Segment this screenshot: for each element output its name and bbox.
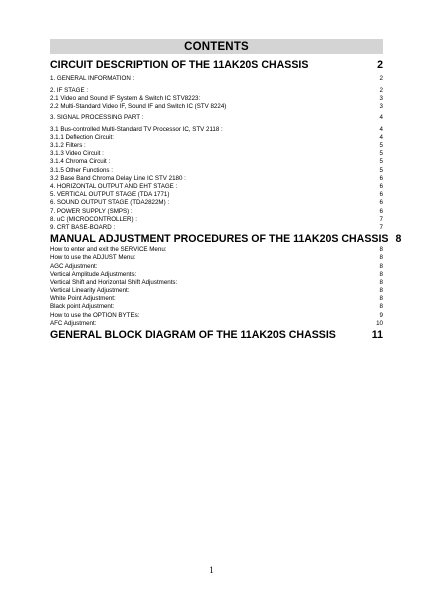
- toc-entry-title: MANUAL ADJUSTMENT PROCEDURES OF THE 11AK20S CHASSIS: [50, 233, 389, 246]
- toc-entry: [50, 303, 383, 311]
- toc-entry-title: 6. SOUND OUTPUT STAGE (TDA2822M) :: [50, 199, 170, 207]
- toc-entry-page: 2: [377, 59, 383, 71]
- toc-entry: [50, 295, 383, 303]
- toc-section-entry: [50, 232, 402, 246]
- toc-entry-page: 5: [379, 142, 383, 150]
- toc-entry-page: 9: [379, 311, 383, 319]
- toc-entry-title: CIRCUIT DESCRIPTION OF THE 11AK20S CHASSIS: [50, 59, 309, 71]
- toc-entry-title: How to use the OPTION BYTEs:: [50, 311, 140, 319]
- toc-entry-title: 3.1 Bus-controlled Multi-Standard TV Processor IC, STV 2118 :: [50, 125, 223, 133]
- toc-entry-page: 8: [379, 287, 383, 295]
- toc-entry: [50, 246, 383, 254]
- toc-entry-title: GENERAL BLOCK DIAGRAM OF THE 11AK20S CHASSIS: [50, 329, 336, 341]
- toc-entry-title: 3.1.5 Other Functions :: [50, 166, 113, 174]
- toc-entry-title: 2.1 Video and Sound IF System & Switch IC STV8223:: [50, 94, 201, 102]
- toc-entry-page: 11: [371, 329, 383, 341]
- toc-entry: [50, 199, 383, 207]
- toc-entry-page: 8: [379, 254, 383, 262]
- toc-entry-title: 4. HORIZONTAL OUTPUT AND EHT STAGE :: [50, 183, 178, 190]
- toc-entry-page: 6: [379, 199, 383, 207]
- toc-entry-title: 9. CRT BASE-BOARD :: [50, 223, 116, 231]
- toc-entry-page: 4: [379, 133, 383, 141]
- toc-entry-title: AFC Adjustment:: [50, 319, 97, 327]
- toc-entry: [50, 75, 383, 83]
- toc-entry-page: 8: [379, 262, 383, 270]
- toc-entry-title: 3.1.2 Filters :: [50, 142, 86, 150]
- toc-entry-page: 5: [379, 166, 383, 174]
- toc-entry-title: 3.2 Base Band Chroma Delay Line IC STV 2180 :: [50, 174, 186, 182]
- toc-entry-title: Black point Adjustment:: [50, 303, 115, 311]
- toc-entry: [50, 320, 383, 328]
- toc-entry: [50, 126, 383, 134]
- toc-entry-page: 10: [376, 319, 383, 327]
- contents-heading-text: CONTENTS: [184, 40, 249, 53]
- toc-entry-title: 2. IF STAGE :: [50, 86, 89, 94]
- toc-entry-page: 6: [379, 183, 383, 190]
- toc-entry-page: 2: [379, 86, 383, 94]
- toc-entry-title: 7. POWER SUPPLY (SMPS) :: [50, 207, 133, 215]
- toc-entry: [50, 87, 383, 95]
- toc-entry-page: 5: [379, 150, 383, 158]
- toc-entry: [50, 287, 383, 295]
- toc-entry: [50, 134, 383, 142]
- toc-entry: [50, 224, 383, 232]
- toc-entry: [50, 183, 383, 191]
- toc-entry-title: How to enter and exit the SERVICE Menu:: [50, 246, 167, 254]
- toc-entry-title: White Point Adjustment:: [50, 295, 116, 303]
- toc-entry: [50, 191, 383, 199]
- toc-entry: [50, 254, 383, 262]
- toc-entry-title: 2.2 Multi-Standard Video IF, Sound IF and Switch IC (STV 8224): [50, 102, 227, 110]
- toc-section-entry: [50, 58, 383, 72]
- toc-entry-page: 8: [379, 295, 383, 303]
- table-of-contents: [50, 58, 402, 342]
- toc-entry: [50, 103, 383, 111]
- toc-entry-title: 5. VERTICAL OUTPUT STAGE (TDA 1771): [50, 191, 170, 199]
- toc-entry-page: 8: [379, 270, 383, 278]
- toc-entry-page: 6: [379, 207, 383, 215]
- toc-entry-page: 5: [379, 158, 383, 166]
- toc-entry-title: 3.1.4 Chroma Circuit :: [50, 158, 111, 166]
- toc-entry: [50, 114, 383, 122]
- toc-entry: [50, 175, 383, 183]
- page-number: 1: [209, 565, 214, 575]
- toc-entry-page: 8: [379, 278, 383, 286]
- toc-entry: [50, 279, 383, 287]
- toc-entry-title: AGC Adjustment:: [50, 262, 98, 270]
- toc-entry-page: 2: [379, 75, 383, 83]
- toc-entry: [50, 216, 383, 224]
- toc-entry: [50, 95, 383, 103]
- toc-section-entry: [50, 328, 383, 342]
- toc-entry-title: Vertical Shift and Horizontal Shift Adjustments:: [50, 278, 178, 286]
- toc-entry-page: 7: [379, 223, 383, 231]
- toc-entry: [50, 150, 383, 158]
- toc-entry-title: Vertical Amplitude Adjustments:: [50, 270, 137, 278]
- toc-entry-title: Vertical Linearity Adjustment:: [50, 287, 130, 295]
- toc-entry-page: 6: [379, 174, 383, 182]
- toc-entry-page: 8: [379, 246, 383, 254]
- toc-entry-title: 3.1.1 Deflection Circuit:: [50, 133, 114, 141]
- toc-entry: [50, 208, 383, 216]
- toc-entry: [50, 263, 383, 271]
- toc-entry-page: 3: [379, 94, 383, 102]
- toc-entry-page: 8: [379, 303, 383, 311]
- toc-entry-title: 3. SIGNAL PROCESSING PART :: [50, 114, 144, 122]
- toc-entry: [50, 271, 383, 279]
- toc-entry-page: 7: [379, 215, 383, 223]
- toc-entry: [50, 158, 383, 166]
- toc-entry: [50, 142, 383, 150]
- toc-entry-title: 3.1.3 Video Circuit :: [50, 150, 104, 158]
- toc-entry-title: 1. GENERAL INFORMATION :: [50, 75, 135, 83]
- toc-entry-title: How to use the ADJUST Menu:: [50, 254, 136, 262]
- toc-entry-page: 6: [379, 191, 383, 199]
- toc-entry: [50, 312, 383, 320]
- toc-entry: [50, 167, 383, 175]
- toc-entry-page: 8: [395, 233, 402, 246]
- toc-entry-page: 4: [379, 125, 383, 133]
- toc-entry-page: 3: [379, 102, 383, 110]
- toc-entry-title: 8. uC (MICROCONTROLLER) :: [50, 215, 137, 223]
- contents-heading: [50, 39, 383, 54]
- toc-entry-page: 4: [379, 114, 383, 122]
